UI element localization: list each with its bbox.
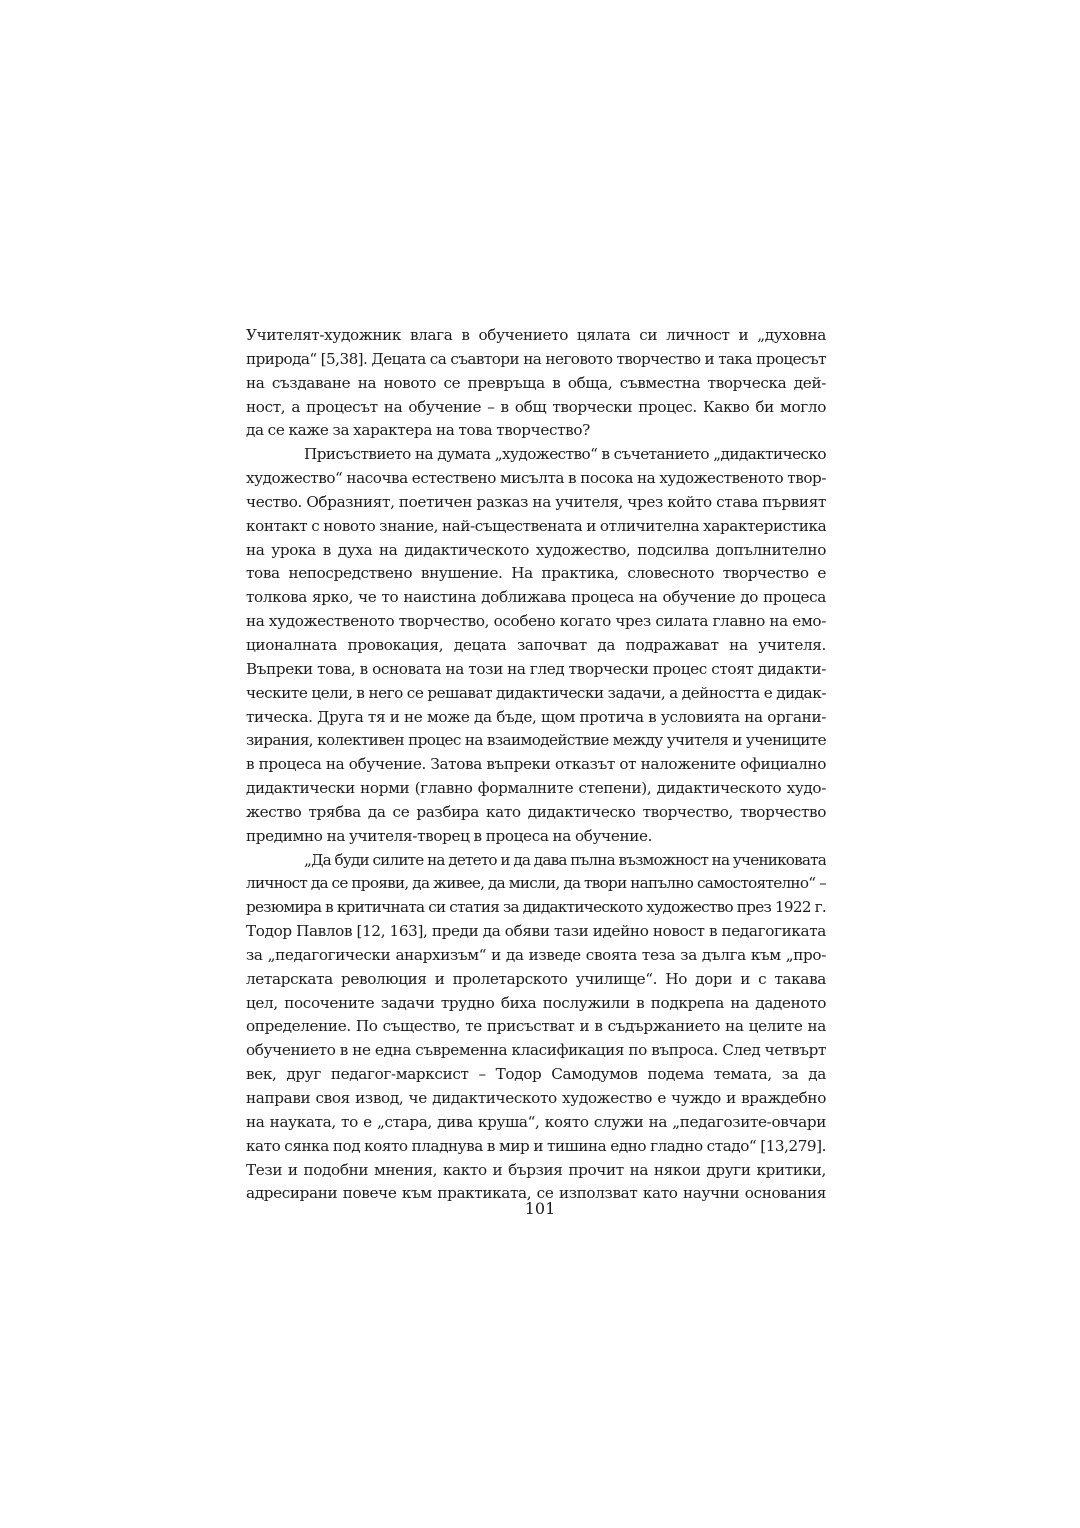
text-line: за „педагогически анархизъм“ и да изведе своята теза за дълга към „про- — [246, 945, 826, 964]
paragraph — [246, 443, 826, 848]
text-line: адресирани повече към практиката, се използват като научни основания — [246, 1184, 826, 1203]
text-line: Въпреки това, в основата на този на глед творчески процес стоят дидакти- — [246, 659, 826, 678]
text-line: това непосредствено внушение. На практика, словесното творчество е — [246, 564, 826, 583]
text-line: в процеса на обучение. Затова въпреки отказът от наложените официално — [246, 755, 826, 774]
text-line: зирания, колективен процес на взаимодействие между учителя и учениците — [246, 731, 826, 750]
text-line: цел, посочените задачи трудно биха послужили в подкрепа на даденото — [246, 993, 826, 1012]
text-line: като сянка под която пладнува в мир и тишина едно гладно стадо“ [13,279]. — [246, 1136, 826, 1155]
text-line: резюмира в критичната си статия за дидактическото художество през 1922 г. — [246, 898, 826, 917]
text-line: да се каже за характера на това творчество? — [246, 421, 590, 440]
text-line: на художественото творчество, особено когато чрез силата главно на емо- — [246, 612, 826, 631]
text-line: контакт с новото знание, най-съществената и отличителна характеристика — [246, 516, 826, 535]
text-line: Тези и подобни мнения, както и бързия прочит на някои други критики, — [246, 1160, 826, 1179]
text-line: „Да буди силите на детето и да дава пълна възможност на учениковата — [304, 850, 826, 869]
text-line: тическа. Друга тя и не може да бъде, щом протича в условията на органи- — [246, 707, 826, 726]
text-line: личност да се прояви, да живее, да мисли, да твори напълно самостоятелно“ – — [246, 874, 826, 893]
text-line: определение. По същество, те присъстват и в съдържанието на целите на — [246, 1017, 826, 1036]
body-text — [246, 324, 826, 1206]
text-line: век, друг педагог-марксист – Тодор Самодумов подема темата, за да — [246, 1065, 826, 1084]
text-line: предимно на учителя-творец в процеса на обучение. — [246, 826, 653, 845]
text-line: Присъствието на думата „художество“ в съчетанието „дидактическо — [304, 445, 826, 464]
text-line: ческите цели, в него се решават дидактически задачи, а дейността е дидак- — [246, 683, 826, 702]
text-line: природа“ [5,38]. Децата са съавтори на неговото творчество и така процесът — [246, 349, 826, 368]
text-line: Учителят-художник влага в обучението цялата си личност и „духовна — [246, 326, 826, 344]
paragraph — [246, 849, 826, 1207]
text-line: чество. Образният, поетичен разказ на учителя, чрез който става първият — [246, 492, 826, 511]
text-line: ност, а процесът на обучение – в общ творчески процес. Какво би могло — [246, 397, 826, 416]
page-number: 101 — [524, 1199, 556, 1218]
text-line: летарската революция и пролетарското училище“. Но дори и с такава — [246, 969, 826, 988]
text-line: на науката, то е „стара, дива круша“, която служи на „педагозите-овчари — [246, 1112, 826, 1131]
text-line: на урока в духа на дидактическото художество, подсилва допълнително — [246, 540, 826, 559]
text-line: обучението в не една съвременна класификация по въпроса. След четвърт — [246, 1041, 826, 1060]
text-line: направи своя извод, че дидактическото художество е чуждо и враждебно — [246, 1089, 826, 1107]
text-line: художество“ насочва естествено мисълта в посока на художественото твор- — [246, 469, 826, 488]
paragraph — [246, 324, 826, 443]
text-line: толкова ярко, че то наистина доближава процеса на обучение до процеса — [246, 588, 826, 607]
text-line: на създаване на новото се превръща в обща, съвместна творческа дей- — [246, 373, 826, 392]
text-line: Тодор Павлов [12, 163], преди да обяви тази идейно новост в педагогиката — [246, 922, 826, 941]
text-line: ционалната провокация, децата започват да подражават на учителя. — [246, 635, 826, 654]
text-line: жество трябва да се разбира като дидактическо творчество, творчество — [246, 802, 826, 821]
text-line: дидактически норми (главно формалните степени), дидактическото худо- — [246, 779, 826, 798]
